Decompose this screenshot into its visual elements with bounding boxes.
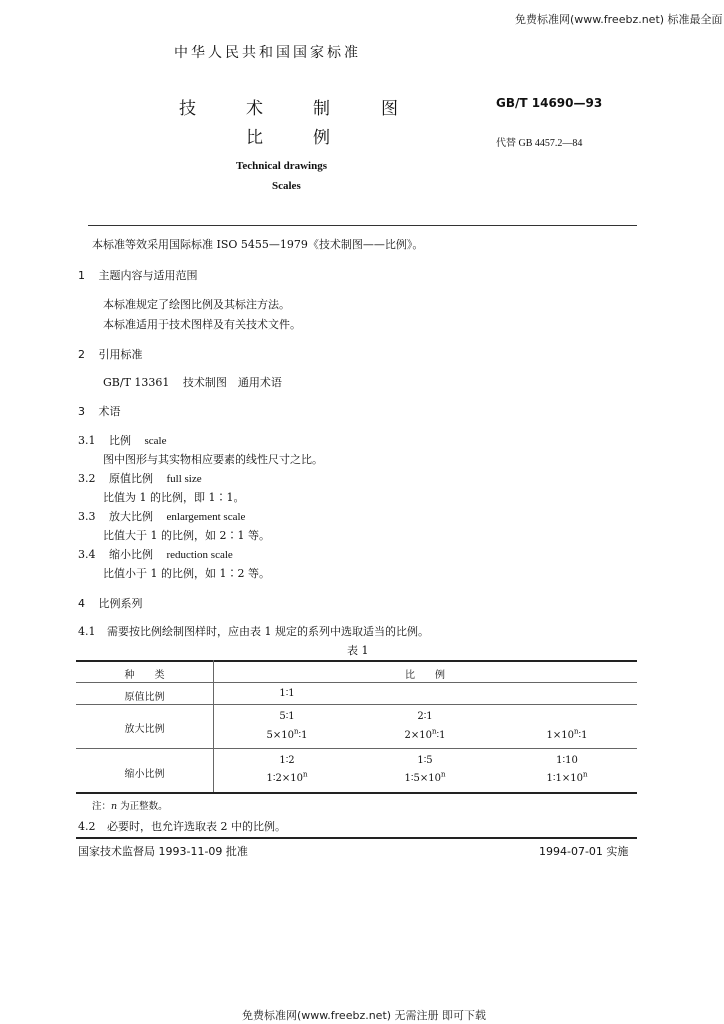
term-3-2-definition: 比值为 1 的比例，即 1∶1。 xyxy=(103,491,245,504)
term-english: full size xyxy=(166,473,202,485)
term-number: 3.3 xyxy=(78,510,96,523)
term-name: 原值比例 xyxy=(109,472,153,485)
section-title: 引用标准 xyxy=(98,348,143,361)
term-number: 3.2 xyxy=(78,472,96,485)
english-subtitle: Scales xyxy=(272,180,301,192)
section-1-heading xyxy=(78,267,198,283)
section-title: 比例系列 xyxy=(98,597,143,610)
title-char-6: 例 xyxy=(313,128,330,148)
term-name: 缩小比例 xyxy=(109,548,153,561)
reference-standard xyxy=(103,374,282,390)
watermark-bottom: 免费标准网(www.freebz.net) 无需注册 即可下载 xyxy=(242,1009,487,1022)
clause-number: 4.1 xyxy=(78,625,96,638)
section-title: 主题内容与适用范围 xyxy=(98,269,198,282)
clause-4-1 xyxy=(78,623,429,639)
clause-text: 需要按比例绘制图样时，应由表 1 规定的系列中选取适当的比例。 xyxy=(107,625,429,638)
reduction-ratio: $1∶1\times 10^n$ xyxy=(546,770,588,784)
table-bottom-rule xyxy=(76,792,637,794)
section-1-p2: 本标准适用于技术图样及有关技术文件。 xyxy=(103,318,301,331)
table-row-rule xyxy=(76,704,637,705)
section-number: 1 xyxy=(78,269,85,282)
clause-text: 必要时，也允许选取表 2 中的比例。 xyxy=(107,820,286,833)
term-3-3 xyxy=(78,508,245,524)
row-label-enlargement: 放大比例 xyxy=(124,724,165,735)
section-3-heading xyxy=(78,403,121,419)
term-english: reduction scale xyxy=(166,549,233,561)
row-label-full-size: 原值比例 xyxy=(124,692,165,703)
table-note: 注：n 为正整数。 xyxy=(92,801,168,812)
section-number: 4 xyxy=(78,597,85,610)
reference-name: 技术制图 通用术语 xyxy=(182,376,282,389)
term-number: 3.4 xyxy=(78,548,96,561)
term-3-1-definition: 图中图形与其实物相应要素的线性尺寸之比。 xyxy=(103,453,323,466)
english-title: Technical drawings xyxy=(236,160,327,172)
term-english: enlargement scale xyxy=(166,511,246,523)
section-1-p1: 本标准规定了绘图比例及其标注方法。 xyxy=(103,298,290,311)
enlargement-ratio: $1\times 10^n∶1$ xyxy=(546,727,588,741)
reduction-ratio: $1∶5\times 10^n$ xyxy=(404,770,446,784)
standard-org: 中华人民共和国国家标准 xyxy=(174,45,361,61)
term-name: 比例 xyxy=(109,434,131,447)
watermark-top: 免费标准网(www.freebz.net) 标准最全面 xyxy=(515,13,723,26)
standard-code: GB/T 14690—93 xyxy=(496,96,603,110)
enlargement-ratio: 5∶1 xyxy=(279,711,295,722)
reduction-ratio: 1∶2 xyxy=(279,755,295,766)
reduction-ratio: $1∶2\times 10^n$ xyxy=(266,770,308,784)
term-3-3-definition: 比值大于 1 的比例，如 2∶1 等。 xyxy=(103,529,270,542)
title-char-2: 术 xyxy=(246,99,263,119)
title-char-4: 图 xyxy=(381,99,398,119)
term-number: 3.1 xyxy=(78,434,96,447)
term-3-2 xyxy=(78,470,202,486)
enlargement-ratio: $5\times 10^n∶1$ xyxy=(266,727,308,741)
enlargement-ratio: $2\times 10^n∶1$ xyxy=(404,727,446,741)
title-char-3: 制 xyxy=(313,99,330,119)
clause-number: 4.2 xyxy=(78,820,96,833)
effective-date: 1994-07-01 实施 xyxy=(539,845,629,858)
footer-divider xyxy=(76,837,637,839)
header-divider xyxy=(88,225,637,226)
clause-4-2 xyxy=(78,818,286,834)
table-header-ratio: 比 例 xyxy=(405,670,445,681)
term-3-4 xyxy=(78,546,233,562)
table-row-rule xyxy=(76,748,637,749)
table-top-rule xyxy=(76,660,637,662)
term-name: 放大比例 xyxy=(109,510,153,523)
table-row-rule xyxy=(76,682,637,683)
term-english: scale xyxy=(144,435,167,447)
term-3-4-definition: 比值小于 1 的比例，如 1∶2 等。 xyxy=(103,567,270,580)
full-size-ratio: 1∶1 xyxy=(279,688,295,699)
section-number: 3 xyxy=(78,405,85,418)
table-caption: 表 1 xyxy=(347,644,369,657)
approval-line: 国家技术监督局 1993-11-09 批准 xyxy=(78,845,248,858)
section-number: 2 xyxy=(78,348,85,361)
title-char-1: 技 xyxy=(179,99,196,119)
section-4-heading xyxy=(78,595,143,611)
table-header-kind: 种 类 xyxy=(124,670,165,681)
intro-paragraph: 本标准等效采用国际标准 ISO 5455—1979《技术制图——比例》。 xyxy=(92,238,424,251)
reduction-ratio: 1∶10 xyxy=(556,755,578,766)
title-char-5: 比 xyxy=(246,128,263,148)
reduction-ratio: 1∶5 xyxy=(417,755,433,766)
term-3-1 xyxy=(78,432,166,448)
section-title: 术语 xyxy=(98,405,121,418)
section-2-heading xyxy=(78,346,143,362)
reference-code: GB/T 13361 xyxy=(103,376,170,389)
replaces-note: 代替 GB 4457.2—84 xyxy=(496,138,583,149)
enlargement-ratio: 2∶1 xyxy=(417,711,433,722)
row-label-reduction: 缩小比例 xyxy=(124,769,165,780)
